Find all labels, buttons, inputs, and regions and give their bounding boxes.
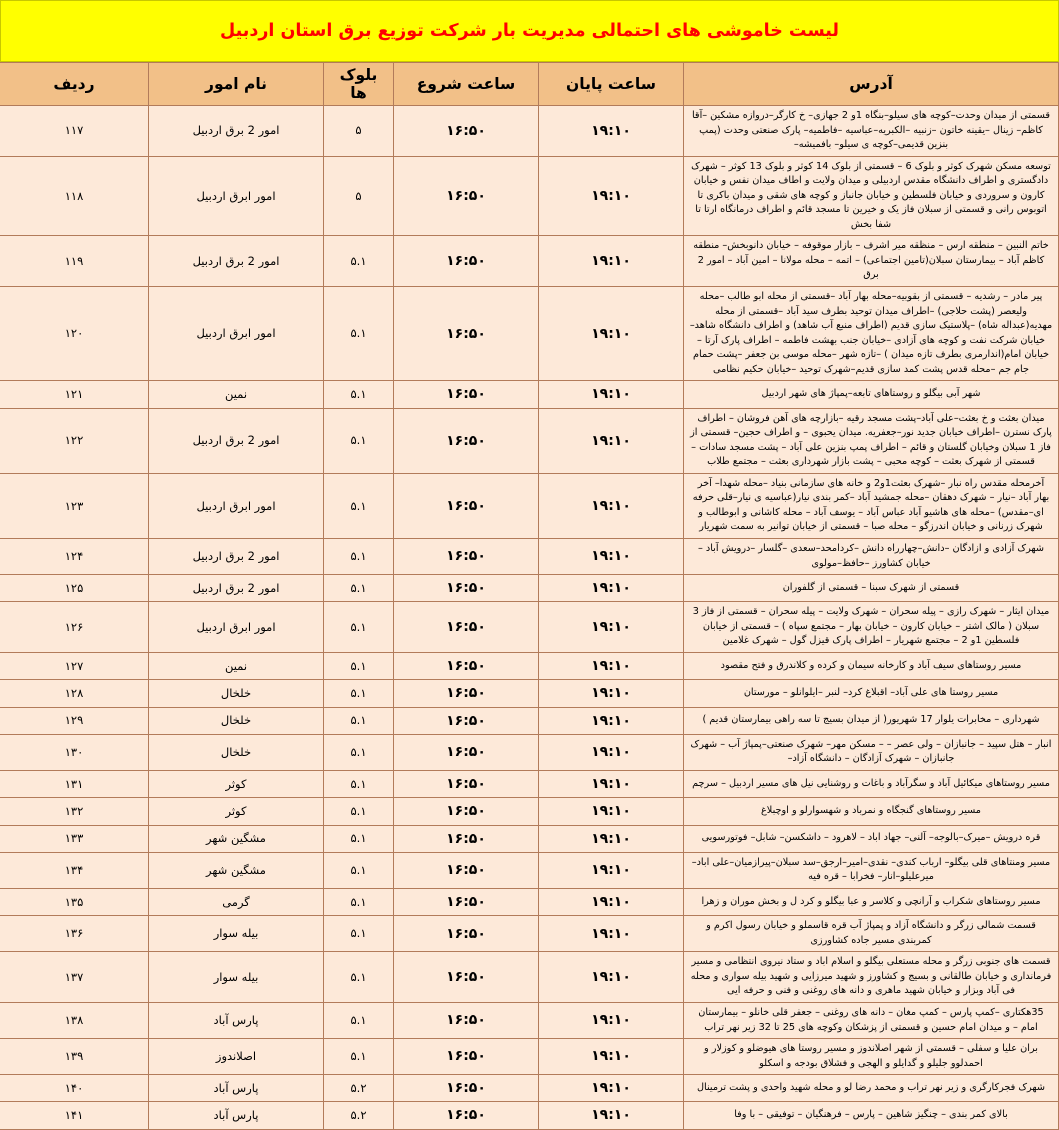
cell-row-number: ۱۲۱ <box>0 381 149 408</box>
cell-end-time: ۱۹:۱۰ <box>539 575 684 602</box>
cell-end-time: ۱۹:۱۰ <box>539 156 684 236</box>
cell-row-number: ۱۳۴ <box>0 852 149 888</box>
cell-end-time: ۱۹:۱۰ <box>539 952 684 1003</box>
cell-row-number: ۱۱۸ <box>0 156 149 236</box>
cell-address: 35هکتاری –کمپ پارس – کمپ مغان – دانه های روغنی – جعفر قلی خانلو – بیمارستان امام – و میدان امام حسین و قسمتی از پزشکان وکوچه های 25 تا 32 زیر نهر تراب <box>684 1003 1059 1039</box>
column-header-row: ردیف <box>0 63 149 106</box>
cell-end-time: ۱۹:۱۰ <box>539 1003 684 1039</box>
cell-office: امور 2 برق اردبیل <box>149 106 324 157</box>
cell-blocks: ۵.۱ <box>324 575 394 602</box>
table-row <box>0 106 1059 157</box>
cell-start-time: ۱۶:۵۰ <box>394 575 539 602</box>
table-header <box>0 63 1059 106</box>
cell-office: مشگین شهر <box>149 852 324 888</box>
cell-address: قره درویش –میرک–بالوجه– آلنی– جهاد اباد – لاهرود – داشکسن– شابل– فوتورسویی <box>684 825 1059 852</box>
cell-office: امور ابرق اردبیل <box>149 156 324 236</box>
cell-start-time: ۱۶:۵۰ <box>394 473 539 538</box>
cell-start-time: ۱۶:۵۰ <box>394 680 539 707</box>
cell-start-time: ۱۶:۵۰ <box>394 734 539 770</box>
cell-row-number: ۱۱۷ <box>0 106 149 157</box>
cell-end-time: ۱۹:۱۰ <box>539 1102 684 1129</box>
cell-office: امور ابرق اردبیل <box>149 602 324 653</box>
cell-row-number: ۱۲۸ <box>0 680 149 707</box>
table-row <box>0 680 1059 707</box>
table-row <box>0 1102 1059 1129</box>
cell-address: شهرک آزادی و ازادگان –دانش–چهارراه دانش –کردامحد–سعدی –گلسار –درویش آباد –خیابان کشاورز –حافظ–مولوی <box>684 538 1059 574</box>
cell-row-number: ۱۳۶ <box>0 916 149 952</box>
cell-blocks: ۵.۱ <box>324 916 394 952</box>
cell-address: بران علیا و سفلی – قسمتی از شهر اصلاندوز و مسیر روستا های هیوضلو و کوزلار و احمدلوو جلیلو و گدایلو و الهجی و فشلاق بودجه و اسکلو <box>684 1039 1059 1075</box>
cell-start-time: ۱۶:۵۰ <box>394 1075 539 1102</box>
cell-row-number: ۱۳۳ <box>0 825 149 852</box>
cell-office: نمین <box>149 381 324 408</box>
cell-blocks: ۵.۱ <box>324 707 394 734</box>
cell-end-time: ۱۹:۱۰ <box>539 381 684 408</box>
cell-blocks: ۵ <box>324 156 394 236</box>
table-row <box>0 707 1059 734</box>
cell-end-time: ۱۹:۱۰ <box>539 287 684 381</box>
cell-address: قسمت های جنوبی زرگر و محله مستعلی بیگلو و اسلام اباد و ستاد نیروی انتظامی و مسیر فرمانداری و خیابان طالقانی و بسیج و کشاورز و شهید میرزایی و شهید بیله سواری و محله فی آباد وبزار و خیابان شهید ماهری و دانه های روغنی و فنی و حرفه ایی <box>684 952 1059 1003</box>
cell-blocks: ۵.۱ <box>324 381 394 408</box>
cell-blocks: ۵.۱ <box>324 798 394 825</box>
cell-blocks: ۵.۱ <box>324 852 394 888</box>
cell-blocks: ۵.۱ <box>324 653 394 680</box>
table-row <box>0 770 1059 797</box>
cell-row-number: ۱۳۷ <box>0 952 149 1003</box>
cell-office: بیله سوار <box>149 952 324 1003</box>
cell-address: پیر مادر – رشدیه – قسمتی از بقوبیه–محله بهار آباد –قسمتی از محله ابو طالب –محله ولیعصر (پشت حلاجی) –اطراف میدان توحید بطرف سید آباد –قسمتی از محله مهدیه(عبداله شاه) –پلاستیک سازی قدیم (اطراف منبع آب شاهد) و اطراف دانشگاه شاهد–خیابان شرکت نفت و کوچه های آزادی –خیابان جنب بهشت فاطمه – اطراف پارک آرتا –خیابان امام(اندارمری بطرف تازه میدان ) –تازه شهر –محله موسی بن جعفر –پشت حمام جام جم –محله قدس پشت کمد سازی قدیم–شهرک توحید –خیابان حکیم نظامی <box>684 287 1059 381</box>
cell-start-time: ۱۶:۵۰ <box>394 156 539 236</box>
cell-start-time: ۱۶:۵۰ <box>394 916 539 952</box>
cell-start-time: ۱۶:۵۰ <box>394 825 539 852</box>
cell-blocks: ۵.۱ <box>324 680 394 707</box>
cell-address: میدان ایثار – شهرک رازی – پیله سحران – شهرک ولایت – پیله سحران – قسمتی از فاز 3 سبلان ( مالک اشتر – خیابان کارون – خیابان بهار – مجتمع سپاه ) – قسمتی از خیابان فلسطین 1و 2 – مجتمع شهریار – اطراف پارک قیزل گول – شهرک غلامین <box>684 602 1059 653</box>
column-header-blocks: بلوک ها <box>324 63 394 106</box>
column-header-start-time: ساعت شروع <box>394 63 539 106</box>
table-row <box>0 381 1059 408</box>
document-title-banner <box>0 0 1059 62</box>
outage-schedule-table <box>0 62 1059 1130</box>
table-row <box>0 287 1059 381</box>
cell-row-number: ۱۱۹ <box>0 236 149 287</box>
table-row <box>0 473 1059 538</box>
column-header-end-time: ساعت پایان <box>539 63 684 106</box>
cell-office: امور ابرق اردبیل <box>149 287 324 381</box>
cell-office: امور 2 برق اردبیل <box>149 538 324 574</box>
cell-row-number: ۱۲۳ <box>0 473 149 538</box>
table-row <box>0 734 1059 770</box>
table-row <box>0 798 1059 825</box>
table-row <box>0 602 1059 653</box>
cell-blocks: ۵.۱ <box>324 825 394 852</box>
cell-office: مشگین شهر <box>149 825 324 852</box>
cell-end-time: ۱۹:۱۰ <box>539 653 684 680</box>
cell-start-time: ۱۶:۵۰ <box>394 770 539 797</box>
cell-start-time: ۱۶:۵۰ <box>394 408 539 473</box>
table-row <box>0 916 1059 952</box>
cell-end-time: ۱۹:۱۰ <box>539 1075 684 1102</box>
cell-address: مسیر ومنتاهای قلی بیگلو– ارباب کندی– نقدی–امیر–ارجق–سد سبلان–پیرازمیان–علی اباد–میرعلیلو–انار– فخرابا – قره فیه <box>684 852 1059 888</box>
cell-address: توسعه مسکن شهرک کوثر و بلوک 6 – قسمتی از بلوک 14 کوثر و بلوک 13 کوثر – شهرک دادگستری و اطراف دانشگاه مقدس اردبیلی و میدان ولایت و اطاف میدان نفس و خیابان کارون و سروردی و خیابان فلسطین و خیابان جانباز و کوچه های شقی و میدان باکری تا اتوبوس رانی و قسمتی از سبلان فاز یک و خیرین تا مسجد قائم و اطراف درمانگاه ارتا تا شفا بخش <box>684 156 1059 236</box>
cell-office: امور 2 برق اردبیل <box>149 408 324 473</box>
cell-office: کوثر <box>149 770 324 797</box>
cell-blocks: ۵.۱ <box>324 888 394 915</box>
cell-office: اصلاندوز <box>149 1039 324 1075</box>
cell-end-time: ۱۹:۱۰ <box>539 707 684 734</box>
column-header-office: نام امور <box>149 63 324 106</box>
cell-start-time: ۱۶:۵۰ <box>394 236 539 287</box>
cell-row-number: ۱۲۹ <box>0 707 149 734</box>
cell-row-number: ۱۳۲ <box>0 798 149 825</box>
cell-blocks: ۵.۱ <box>324 602 394 653</box>
cell-blocks: ۵ <box>324 106 394 157</box>
table-row <box>0 952 1059 1003</box>
cell-row-number: ۱۲۴ <box>0 538 149 574</box>
cell-start-time: ۱۶:۵۰ <box>394 1003 539 1039</box>
table-row <box>0 888 1059 915</box>
cell-row-number: ۱۴۱ <box>0 1102 149 1129</box>
cell-start-time: ۱۶:۵۰ <box>394 653 539 680</box>
cell-start-time: ۱۶:۵۰ <box>394 707 539 734</box>
cell-office: امور ابرق اردبیل <box>149 473 324 538</box>
cell-row-number: ۱۴۰ <box>0 1075 149 1102</box>
table-row <box>0 1039 1059 1075</box>
cell-end-time: ۱۹:۱۰ <box>539 473 684 538</box>
table-row <box>0 1075 1059 1102</box>
cell-row-number: ۱۳۱ <box>0 770 149 797</box>
cell-address: انبار – هتل سپید – جانبازان – ولی عصر – – مسکن مهر– شهرک صنعتی–پمپاژ آب – شهرک جانبازان – شهرک آزادگان – دانشگاه آزاد– <box>684 734 1059 770</box>
cell-row-number: ۱۳۹ <box>0 1039 149 1075</box>
cell-end-time: ۱۹:۱۰ <box>539 852 684 888</box>
cell-office: خلخال <box>149 680 324 707</box>
cell-office: پارس آباد <box>149 1003 324 1039</box>
table-row <box>0 156 1059 236</box>
cell-end-time: ۱۹:۱۰ <box>539 734 684 770</box>
table-row <box>0 825 1059 852</box>
cell-start-time: ۱۶:۵۰ <box>394 798 539 825</box>
cell-blocks: ۵.۲ <box>324 1075 394 1102</box>
cell-address: قسمتی از میدان وحدت–کوچه های سیلو–بنگاه 1و 2 جهازی– خ کارگر–دروازه مشکین –آقا کاظم– زینال –یقینه خاتون –زنبیه –الکبریه–عباسیه –فاطمیه– پارک صنعتی وحدت (پمپ بنزین قدیمی–کوچه ی سیلو– بافمیشه– <box>684 106 1059 157</box>
cell-end-time: ۱۹:۱۰ <box>539 106 684 157</box>
table-row <box>0 408 1059 473</box>
cell-end-time: ۱۹:۱۰ <box>539 680 684 707</box>
cell-row-number: ۱۳۵ <box>0 888 149 915</box>
table-row <box>0 538 1059 574</box>
cell-office: بیله سوار <box>149 916 324 952</box>
cell-row-number: ۱۲۶ <box>0 602 149 653</box>
cell-blocks: ۵.۱ <box>324 1003 394 1039</box>
cell-row-number: ۱۲۵ <box>0 575 149 602</box>
cell-blocks: ۵.۱ <box>324 473 394 538</box>
cell-blocks: ۵.۱ <box>324 770 394 797</box>
cell-end-time: ۱۹:۱۰ <box>539 236 684 287</box>
cell-blocks: ۵.۱ <box>324 1039 394 1075</box>
cell-blocks: ۵.۱ <box>324 287 394 381</box>
cell-blocks: ۵.۱ <box>324 408 394 473</box>
cell-address: مسیر روستاهای سیف آباد و کارخانه سیمان و کرده و کلاندرق و فتح مقصود <box>684 653 1059 680</box>
cell-start-time: ۱۶:۵۰ <box>394 1039 539 1075</box>
cell-address: مسیر روستاهای میکائیل آباد و سگرآباد و باغات و روشنایی نیل های مسیر اردبیل – سرچم <box>684 770 1059 797</box>
cell-address: شهرداری – مخابرات یلوار 17 شهریور( از میدان بسیج تا سه راهی بیمارستان قدیم ) <box>684 707 1059 734</box>
cell-end-time: ۱۹:۱۰ <box>539 602 684 653</box>
cell-start-time: ۱۶:۵۰ <box>394 538 539 574</box>
cell-end-time: ۱۹:۱۰ <box>539 770 684 797</box>
cell-address: قسمتی از شهرک سبنا – قسمتی از گلفوران <box>684 575 1059 602</box>
cell-address: مسیر روستاهای شکراب و آرانچی و کلاسر و عبا بیگلو و کرد ل و بخش موران و زهرا <box>684 888 1059 915</box>
cell-office: پارس آباد <box>149 1102 324 1129</box>
cell-blocks: ۵.۱ <box>324 734 394 770</box>
cell-office: گرمی <box>149 888 324 915</box>
cell-office: پارس آباد <box>149 1075 324 1102</box>
cell-row-number: ۱۳۸ <box>0 1003 149 1039</box>
cell-blocks: ۵.۲ <box>324 1102 394 1129</box>
cell-start-time: ۱۶:۵۰ <box>394 287 539 381</box>
cell-end-time: ۱۹:۱۰ <box>539 1039 684 1075</box>
cell-blocks: ۵.۱ <box>324 538 394 574</box>
cell-address: آخرمحله مقدس راه نبار –شهرک بعثت1و2 و خانه های سازمانی بنیاد –محله شهدا– آخر بهار آباد –نیار – شهرک دهقان –محله جمشید آباد –کمر بندی نیار(عباسیه ی نیار–قلی حرفه ای–مقدس) –محله های هاشیو آباد عباس آباد – یوسف آباد – محله کاشانی و ابوطالب و شهرک زرنانی و خیابان اندرزگو – محله صبا – قسمتی از خیابان توانیر به سمت شهریار <box>684 473 1059 538</box>
cell-blocks: ۵.۱ <box>324 236 394 287</box>
cell-office: نمین <box>149 653 324 680</box>
table-row <box>0 653 1059 680</box>
table-row <box>0 852 1059 888</box>
cell-row-number: ۱۲۰ <box>0 287 149 381</box>
cell-office: خلخال <box>149 707 324 734</box>
cell-address: میدان بعثت و خ بعثت–علی آباد–پشت مسجد رقیه –بازارچه های آهن فروشان – اطراف پارک نسترن –اطراف خیابان جدید نور–جعفریه. میدان یحبوی – و اطراف حجین– قسمتی از فاز 1 سبلان وخیابان گلستان و قائم – اطراف پمپ بنزین علی آباد – پشت مسجد سادات – قسمتی از شهرک بعثت – کوچه محبی – پشت بازار شهرداری بعثت – مجتمع طلاب <box>684 408 1059 473</box>
cell-end-time: ۱۹:۱۰ <box>539 538 684 574</box>
cell-address: مسیر روستا های علی آباد– اقبلاغ کرد– لنبر –ایلوانلو – مورستان <box>684 680 1059 707</box>
cell-office: کوثر <box>149 798 324 825</box>
cell-address: شهرک فجرکارگری و زیر نهر تراب و محمد رضا لو و محله شهید واحدی و پشت ترمینال <box>684 1075 1059 1102</box>
cell-end-time: ۱۹:۱۰ <box>539 825 684 852</box>
column-header-address: آدرس <box>684 63 1059 106</box>
cell-row-number: ۱۲۲ <box>0 408 149 473</box>
table-body <box>0 106 1059 1130</box>
cell-address: خاتم النبین – منطقه ارس – منظقه میر اشرف – بازار موقوفه – خیابان دانوبخش– منطقه کاظم آباد – بیمارستان سبلان(تامین اجتماعی) – اتمه – محله مولانا – امین آباد – امور 2 برق <box>684 236 1059 287</box>
cell-blocks: ۵.۱ <box>324 952 394 1003</box>
cell-start-time: ۱۶:۵۰ <box>394 106 539 157</box>
cell-end-time: ۱۹:۱۰ <box>539 888 684 915</box>
table-row <box>0 236 1059 287</box>
cell-address: بالای کمر بندی – چنگیز شاهین – پارس – فرهنگیان – توفیقی – با وفا <box>684 1102 1059 1129</box>
cell-office: امور 2 برق اردبیل <box>149 236 324 287</box>
page-title: لیست خاموشی های احتمالی مدیریت بار شرکت توزیع برق استان اردبیل <box>220 21 839 41</box>
cell-address: مسیر روستاهای گنجگاه و نمرباد و شهسوارلو و اوچبلاغ <box>684 798 1059 825</box>
cell-end-time: ۱۹:۱۰ <box>539 408 684 473</box>
cell-office: خلخال <box>149 734 324 770</box>
cell-start-time: ۱۶:۵۰ <box>394 381 539 408</box>
cell-end-time: ۱۹:۱۰ <box>539 916 684 952</box>
cell-address: شهر آبی بیگلو و روستاهای تابعه–پمپاژ های شهر اردبیل <box>684 381 1059 408</box>
cell-row-number: ۱۳۰ <box>0 734 149 770</box>
cell-start-time: ۱۶:۵۰ <box>394 952 539 1003</box>
table-row <box>0 1003 1059 1039</box>
table-row <box>0 575 1059 602</box>
cell-row-number: ۱۲۷ <box>0 653 149 680</box>
cell-start-time: ۱۶:۵۰ <box>394 852 539 888</box>
cell-start-time: ۱۶:۵۰ <box>394 888 539 915</box>
cell-address: قسمت شمالی زرگر و دانشگاه آزاد و پمپاژ آب قره قاسملو و خیابان رسول اکرم و کمربندی مسیر جاده کشاورزی <box>684 916 1059 952</box>
table-header-row <box>0 63 1059 106</box>
cell-start-time: ۱۶:۵۰ <box>394 602 539 653</box>
cell-office: امور 2 برق اردبیل <box>149 575 324 602</box>
cell-end-time: ۱۹:۱۰ <box>539 798 684 825</box>
cell-start-time: ۱۶:۵۰ <box>394 1102 539 1129</box>
